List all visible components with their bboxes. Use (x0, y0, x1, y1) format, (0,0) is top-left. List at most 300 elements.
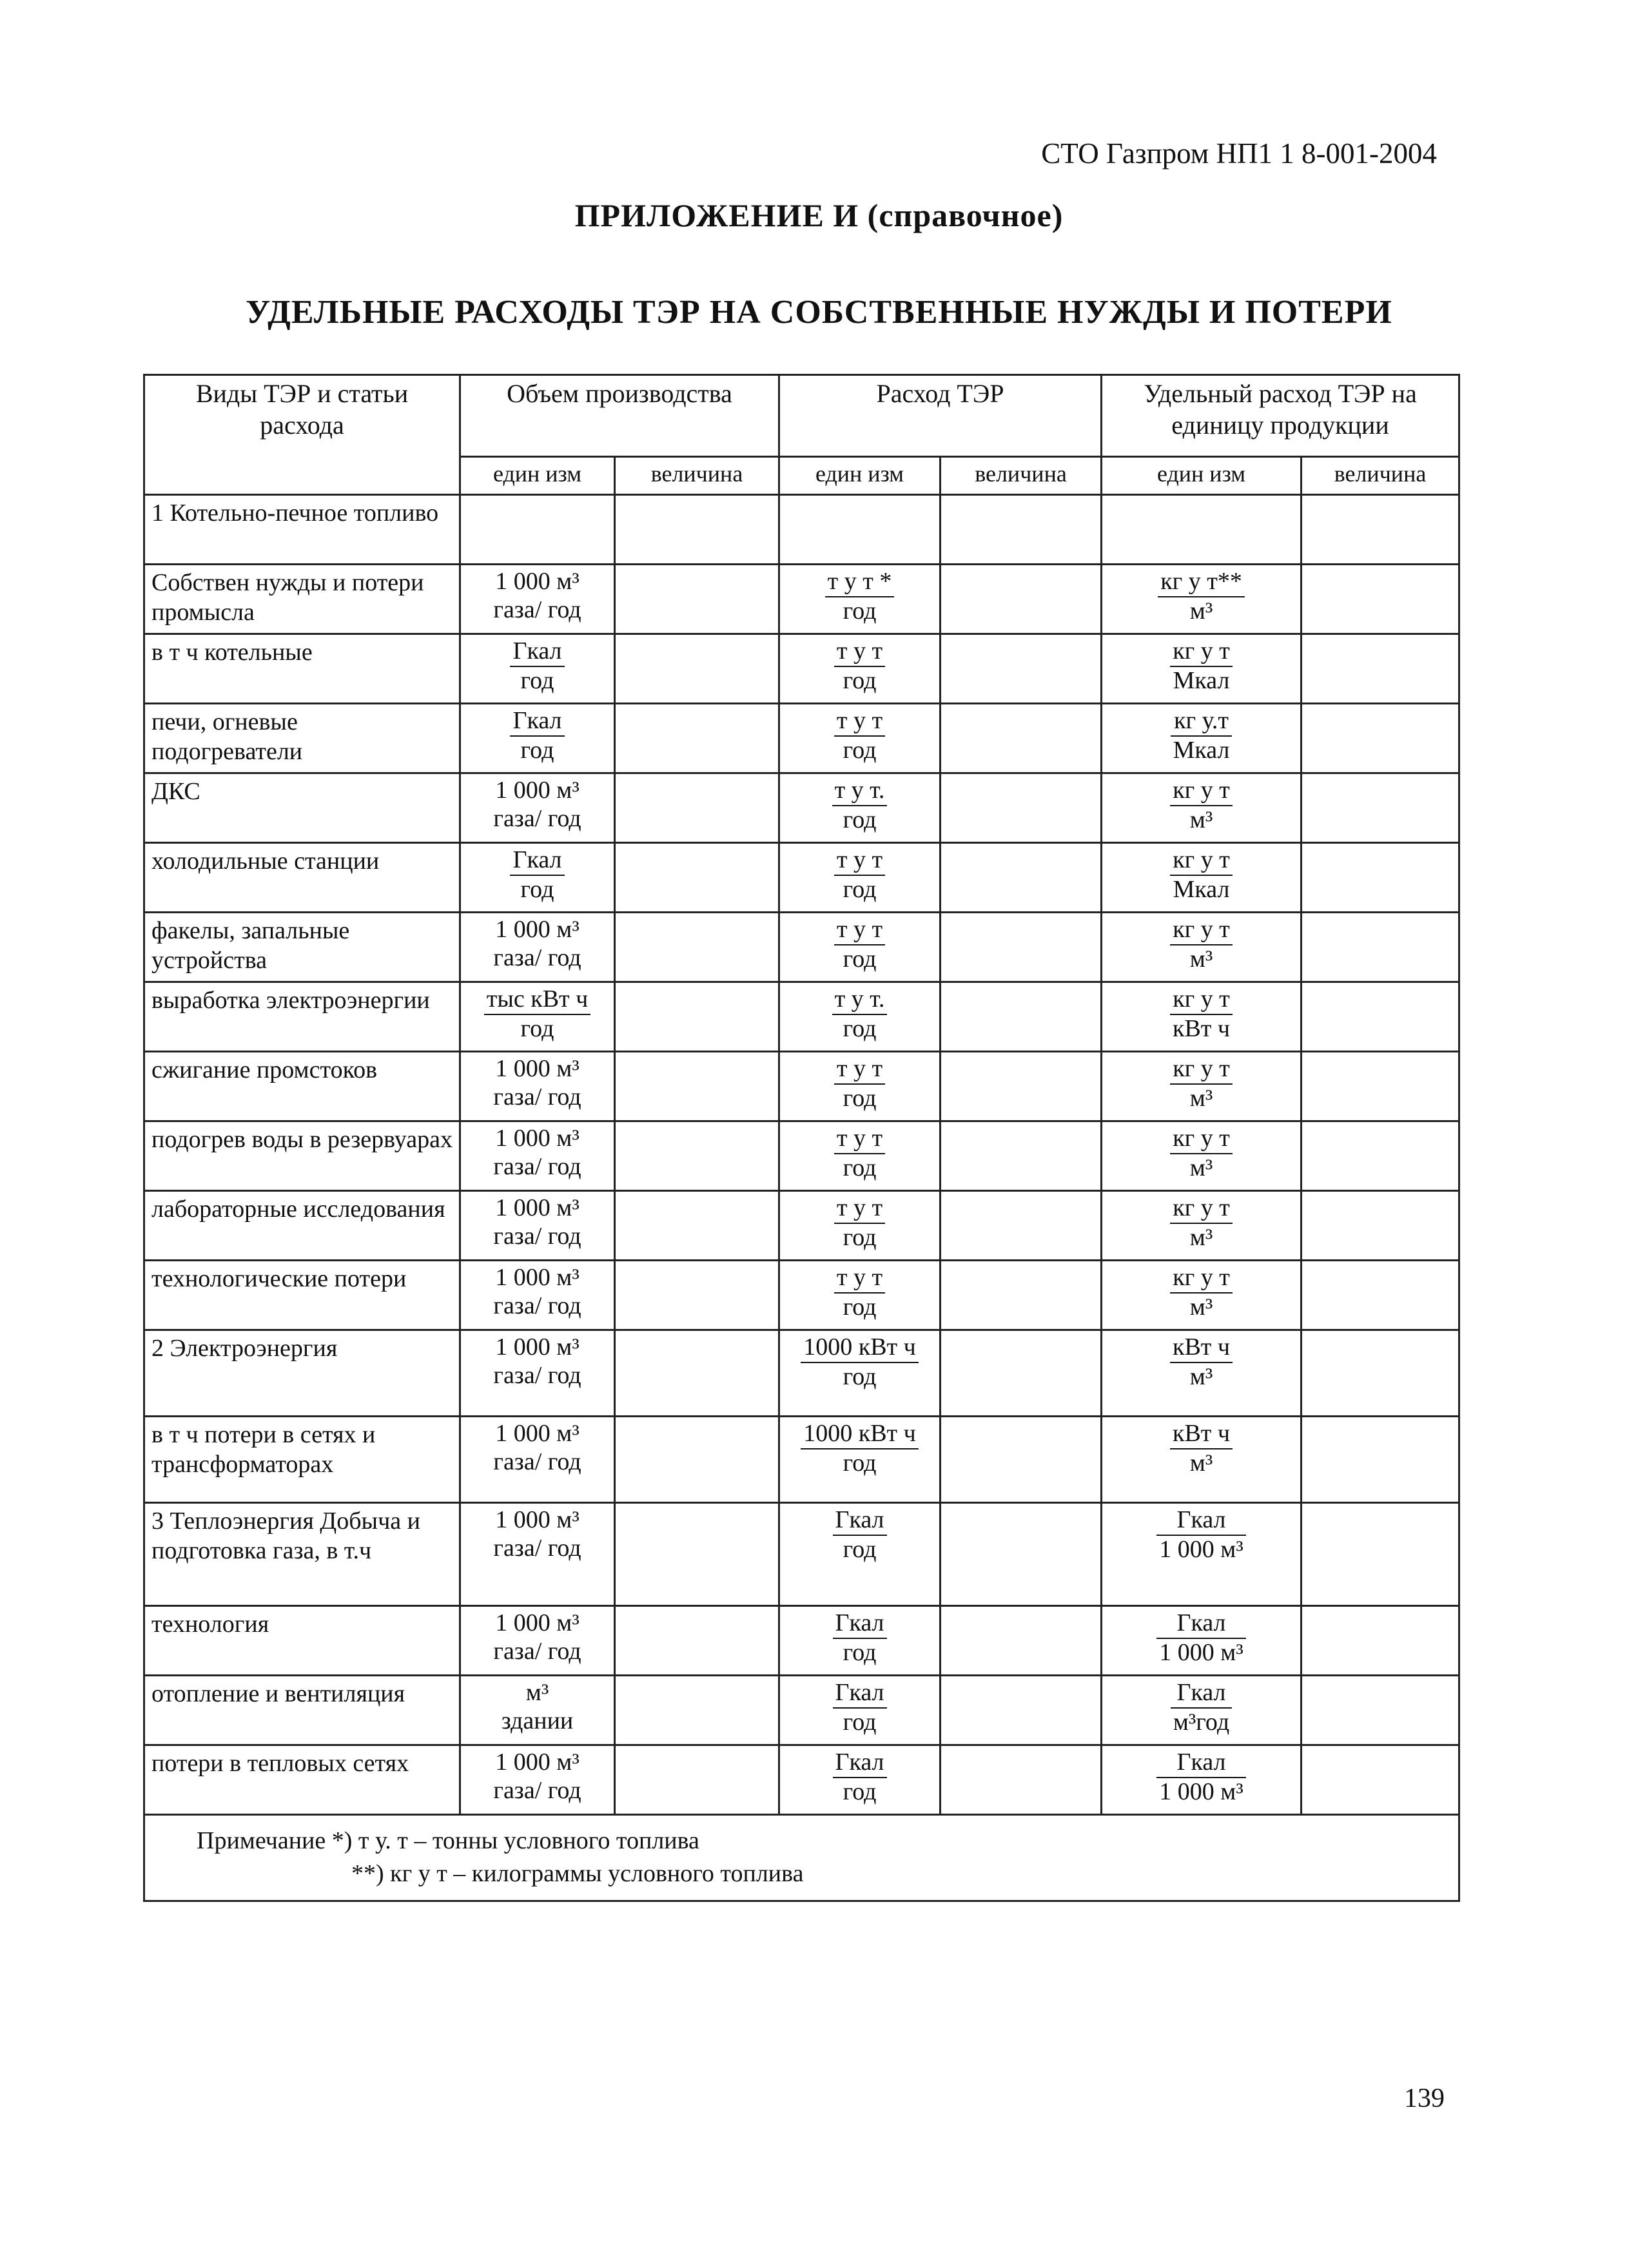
volume-value-cell (615, 1745, 779, 1815)
spec-unit-fraction (1170, 1055, 1233, 1112)
vol-unit-numerator: 1 000 м³ (495, 1420, 580, 1447)
cons-unit-numerator: т у т (834, 707, 885, 737)
row-label: потери в тепловых сетях (144, 1745, 460, 1815)
specific-value-cell (1302, 843, 1459, 913)
spec-unit-cell (1102, 1052, 1302, 1121)
row-label: 3 Теплоэнергия Добыча и подготовка газа, в т.ч (144, 1503, 460, 1606)
spec-unit-cell (1102, 495, 1302, 565)
cons-unit-cell (779, 495, 941, 565)
spec-unit-fraction (1171, 1679, 1232, 1736)
spec-unit-fraction (1170, 777, 1233, 834)
vol-unit-denominator: газа/ год (493, 1448, 581, 1475)
vol-unit-cell (460, 1606, 615, 1676)
vol-unit-cell (460, 913, 615, 982)
table-row (144, 1261, 1459, 1330)
spec-unit-cell (1102, 704, 1302, 773)
cons-unit-numerator: Гкал (833, 1506, 887, 1536)
volume-value-cell (615, 1676, 779, 1745)
specific-value-cell (1302, 1191, 1459, 1261)
spec-unit-cell (1102, 1606, 1302, 1676)
vol-unit-fraction (491, 777, 583, 833)
vol-unit-denominator: здании (501, 1707, 574, 1734)
cons-unit-fraction (833, 1609, 887, 1667)
table-row (144, 1417, 1459, 1503)
vol-unit-cell (460, 1261, 615, 1330)
volume-value-cell (615, 495, 779, 565)
cons-unit-cell (779, 1121, 941, 1191)
row-label: выработка электроэнергии (144, 982, 460, 1052)
spec-unit-numerator: кг у т** (1158, 568, 1245, 597)
cons-unit-fraction (834, 1194, 885, 1252)
vol-unit-fraction (491, 1420, 583, 1476)
spec-unit-denominator: м³ (1189, 1084, 1213, 1112)
spec-unit-fraction (1170, 1333, 1233, 1391)
vol-unit-denominator: год (520, 736, 554, 764)
cons-unit-denominator: год (843, 1362, 877, 1390)
cons-unit-denominator: год (843, 1293, 877, 1321)
spec-unit-fraction (1170, 916, 1233, 973)
cons-unit-denominator: год (843, 1535, 877, 1563)
table-row (144, 1330, 1459, 1417)
spec-unit-fraction (1170, 637, 1233, 695)
spec-unit-fraction (1156, 1609, 1245, 1667)
cons-unit-cell (779, 1417, 941, 1503)
cons-unit-denominator: год (843, 1708, 877, 1736)
specific-value-cell (1302, 1676, 1459, 1745)
cons-unit-denominator: год (843, 1638, 877, 1666)
specific-value-cell (1302, 1261, 1459, 1330)
volume-value-cell (615, 913, 779, 982)
volume-value-cell (615, 843, 779, 913)
cons-unit-cell (779, 913, 941, 982)
vol-unit-numerator: Гкал (510, 637, 564, 667)
table-row (144, 773, 1459, 843)
cons-unit-denominator: год (843, 1778, 877, 1805)
table-row (144, 1503, 1459, 1606)
vol-unit-cell (460, 495, 615, 565)
consumption-value-cell (941, 1676, 1102, 1745)
vol-unit-cell (460, 1121, 615, 1191)
cons-unit-numerator: т у т * (825, 568, 895, 597)
volume-value-cell (615, 565, 779, 634)
vol-unit-cell (460, 982, 615, 1052)
note-line-1: Примечание *) т у. т – тонны условного топлива (197, 1827, 699, 1854)
cons-unit-numerator: т у т (834, 1264, 885, 1294)
spec-unit-numerator: кг у т (1170, 777, 1233, 806)
consumption-value-cell (941, 634, 1102, 704)
vol-unit-fraction (491, 568, 583, 624)
spec-unit-numerator: кг у т (1170, 637, 1233, 667)
spec-unit-numerator: Гкал (1156, 1609, 1245, 1639)
table-row (144, 913, 1459, 982)
header-value: величина (615, 457, 779, 495)
vol-unit-denominator: газа/ год (493, 804, 581, 832)
spec-unit-denominator: 1 000 м³ (1159, 1535, 1243, 1563)
cons-unit-fraction (832, 985, 888, 1043)
header-consumption: Расход ТЭР (779, 375, 1102, 457)
row-label: в т ч котельные (144, 634, 460, 704)
cons-unit-denominator: год (843, 597, 877, 625)
cons-unit-cell (779, 843, 941, 913)
cons-unit-numerator: т у т (834, 1125, 885, 1154)
cons-unit-numerator: т у т (834, 637, 885, 667)
vol-unit-denominator: год (520, 666, 554, 694)
spec-unit-fraction (1170, 985, 1233, 1043)
spec-unit-fraction (1171, 707, 1233, 764)
table-row (144, 565, 1459, 634)
vol-unit-fraction (491, 916, 583, 972)
cons-unit-cell (779, 565, 941, 634)
spec-unit-denominator: м³ (1189, 1449, 1213, 1477)
header-unit: един изм (779, 457, 941, 495)
specific-value-cell (1302, 913, 1459, 982)
spec-unit-cell (1102, 1503, 1302, 1606)
vol-unit-cell (460, 843, 615, 913)
cons-unit-denominator: год (843, 945, 877, 973)
specific-value-cell (1302, 704, 1459, 773)
vol-unit-numerator: 1 000 м³ (495, 1055, 580, 1082)
table-row (144, 1121, 1459, 1191)
spec-unit-fraction (1170, 1264, 1233, 1321)
consumption-value-cell (941, 1191, 1102, 1261)
vol-unit-fraction (499, 1679, 576, 1735)
cons-unit-numerator: т у т (834, 916, 885, 945)
row-label: холодильные станции (144, 843, 460, 913)
cons-unit-numerator: т у т (834, 1055, 885, 1085)
specific-value-cell (1302, 565, 1459, 634)
header-value: величина (1302, 457, 1459, 495)
spec-unit-numerator: кВт ч (1170, 1420, 1233, 1449)
spec-unit-denominator: Мкал (1173, 666, 1230, 694)
cons-unit-denominator: год (843, 666, 877, 694)
vol-unit-numerator: Гкал (510, 846, 564, 876)
vol-unit-cell (460, 565, 615, 634)
cons-unit-fraction (833, 1679, 887, 1736)
vol-unit-cell (460, 1503, 615, 1606)
row-label: технология (144, 1606, 460, 1676)
vol-unit-fraction (491, 1749, 583, 1805)
volume-value-cell (615, 773, 779, 843)
specific-value-cell (1302, 1417, 1459, 1503)
cons-unit-cell (779, 634, 941, 704)
spec-unit-denominator: м³ (1189, 1293, 1213, 1321)
cons-unit-cell (779, 1261, 941, 1330)
specific-value-cell (1302, 495, 1459, 565)
consumption-value-cell (941, 1745, 1102, 1815)
table-row (144, 1676, 1459, 1745)
spec-unit-fraction (1158, 568, 1245, 625)
spec-unit-denominator: м³ (1189, 1154, 1213, 1181)
consumption-value-cell (941, 1606, 1102, 1676)
vol-unit-numerator: 1 000 м³ (495, 1506, 580, 1533)
consumption-value-cell (941, 843, 1102, 913)
volume-value-cell (615, 704, 779, 773)
vol-unit-fraction (510, 707, 564, 764)
spec-unit-denominator: 1 000 м³ (1159, 1638, 1243, 1666)
cons-unit-denominator: год (843, 806, 877, 833)
spec-unit-cell (1102, 773, 1302, 843)
cons-unit-fraction (834, 1264, 885, 1321)
cons-unit-denominator: год (843, 1449, 877, 1477)
row-label: отопление и вентиляция (144, 1676, 460, 1745)
vol-unit-cell (460, 773, 615, 843)
cons-unit-cell (779, 773, 941, 843)
specific-value-cell (1302, 773, 1459, 843)
table-row (144, 843, 1459, 913)
vol-unit-cell (460, 704, 615, 773)
consumption-value-cell (941, 1261, 1102, 1330)
vol-unit-cell (460, 1191, 615, 1261)
spec-unit-denominator: м³ (1189, 945, 1213, 973)
volume-value-cell (615, 1503, 779, 1606)
vol-unit-fraction (491, 1506, 583, 1562)
note-line-2: **) кг у т – килограммы условного топлива (351, 1860, 804, 1888)
consumption-value-cell (941, 913, 1102, 982)
specific-value-cell (1302, 1052, 1459, 1121)
cons-unit-denominator: год (843, 1084, 877, 1112)
spec-unit-numerator: Гкал (1156, 1506, 1245, 1536)
vol-unit-denominator: газа/ год (493, 1361, 581, 1389)
row-label: технологические потери (144, 1261, 460, 1330)
cons-unit-fraction (834, 707, 885, 764)
volume-value-cell (615, 1606, 779, 1676)
vol-unit-numerator: 1 000 м³ (495, 1194, 580, 1221)
cons-unit-cell (779, 1330, 941, 1417)
spec-unit-fraction (1170, 1194, 1233, 1252)
row-label: сжигание промстоков (144, 1052, 460, 1121)
vol-unit-fraction (510, 846, 564, 904)
vol-unit-denominator: газа/ год (493, 596, 581, 623)
table-row (144, 1606, 1459, 1676)
cons-unit-denominator: год (843, 1223, 877, 1251)
header-energy-types: Виды ТЭР и статьи расхода (144, 375, 460, 495)
spec-unit-cell (1102, 1261, 1302, 1330)
spec-unit-fraction (1170, 846, 1233, 904)
spec-unit-cell (1102, 982, 1302, 1052)
cons-unit-fraction (833, 1749, 887, 1806)
vol-unit-numerator: 1 000 м³ (495, 916, 580, 943)
spec-unit-denominator: м³ (1189, 597, 1213, 625)
cons-unit-cell (779, 982, 941, 1052)
consumption-value-cell (941, 773, 1102, 843)
table-row (144, 634, 1459, 704)
cons-unit-cell (779, 704, 941, 773)
row-label: в т ч потери в сетях и трансформаторах (144, 1417, 460, 1503)
specific-value-cell (1302, 1121, 1459, 1191)
vol-unit-numerator: 1 000 м³ (495, 777, 580, 804)
vol-unit-cell (460, 1676, 615, 1745)
spec-unit-cell (1102, 1676, 1302, 1745)
cons-unit-denominator: год (843, 1014, 877, 1042)
vol-unit-denominator: газа/ год (493, 1152, 581, 1180)
appendix-title: ПРИЛОЖЕНИЕ И (справочное) (574, 197, 1064, 233)
spec-unit-denominator: м³ (1189, 1223, 1213, 1251)
vol-unit-cell (460, 1417, 615, 1503)
vol-unit-numerator: 1 000 м³ (495, 1749, 580, 1776)
specific-value-cell (1302, 1330, 1459, 1417)
vol-unit-fraction (491, 1194, 583, 1250)
cons-unit-numerator: 1000 кВт ч (801, 1420, 919, 1449)
specific-value-cell (1302, 982, 1459, 1052)
vol-unit-denominator: газа/ год (493, 1776, 581, 1804)
vol-unit-fraction (510, 637, 564, 695)
row-label: лабораторные исследования (144, 1191, 460, 1261)
specific-value-cell (1302, 634, 1459, 704)
vol-unit-numerator: тыс кВт ч (484, 985, 591, 1015)
spec-unit-denominator: Мкал (1173, 875, 1230, 903)
table-row (144, 495, 1459, 565)
row-label: 2 Электроэнергия (144, 1330, 460, 1417)
row-label: факелы, запальные устройства (144, 913, 460, 982)
spec-unit-cell (1102, 1330, 1302, 1417)
vol-unit-fraction (491, 1333, 583, 1390)
cons-unit-fraction (801, 1420, 919, 1477)
spec-unit-fraction (1170, 1125, 1233, 1182)
vol-unit-denominator: газа/ год (493, 944, 581, 971)
vol-unit-cell (460, 634, 615, 704)
table-title: УДЕЛЬНЫЕ РАСХОДЫ ТЭР НА СОБСТВЕННЫЕ НУЖДЫ И ПОТЕРИ (246, 294, 1392, 331)
specific-value-cell (1302, 1606, 1459, 1676)
cons-unit-fraction (834, 1055, 885, 1112)
cons-unit-cell (779, 1052, 941, 1121)
cons-unit-cell (779, 1606, 941, 1676)
vol-unit-numerator: 1 000 м³ (495, 1264, 580, 1291)
spec-unit-denominator: м³год (1173, 1708, 1230, 1736)
vol-unit-denominator: год (520, 875, 554, 903)
vol-unit-fraction (491, 1264, 583, 1320)
spec-unit-numerator: кВт ч (1170, 1333, 1233, 1363)
cons-unit-numerator: т у т (834, 846, 885, 876)
consumption-table (143, 374, 1460, 1902)
cons-unit-fraction (801, 1333, 919, 1391)
header-production-volume: Объем производства (460, 375, 779, 457)
row-label: печи, огневые подогреватели (144, 704, 460, 773)
cons-unit-fraction (834, 1125, 885, 1182)
vol-unit-cell (460, 1745, 615, 1815)
spec-unit-cell (1102, 1745, 1302, 1815)
spec-unit-numerator: кг у т (1170, 846, 1233, 876)
volume-value-cell (615, 982, 779, 1052)
specific-value-cell (1302, 1503, 1459, 1606)
table-note (144, 1815, 1459, 1901)
spec-unit-cell (1102, 1121, 1302, 1191)
spec-unit-denominator: м³ (1189, 1362, 1213, 1390)
table-row (144, 704, 1459, 773)
cons-unit-denominator: год (843, 875, 877, 903)
row-label: Собствен нужды и потери промысла (144, 565, 460, 634)
spec-unit-fraction (1156, 1749, 1245, 1806)
cons-unit-numerator: т у т (834, 1194, 885, 1224)
spec-unit-numerator: кг у т (1170, 1264, 1233, 1294)
cons-unit-cell (779, 1503, 941, 1606)
table-row (144, 982, 1459, 1052)
row-label: ДКС (144, 773, 460, 843)
consumption-value-cell (941, 982, 1102, 1052)
spec-unit-denominator: кВт ч (1173, 1014, 1231, 1042)
volume-value-cell (615, 1417, 779, 1503)
note-row (144, 1815, 1459, 1901)
vol-unit-fraction (491, 1609, 583, 1665)
spec-unit-numerator: кг у т (1170, 1194, 1233, 1224)
spec-unit-cell (1102, 913, 1302, 982)
volume-value-cell (615, 1191, 779, 1261)
cons-unit-fraction (833, 1506, 887, 1564)
consumption-value-cell (941, 495, 1102, 565)
cons-unit-numerator: Гкал (833, 1679, 887, 1709)
spec-unit-fraction (1170, 1420, 1233, 1477)
vol-unit-fraction (491, 1055, 583, 1111)
spec-unit-numerator: кг у т (1170, 985, 1233, 1015)
cons-unit-numerator: Гкал (833, 1749, 887, 1778)
cons-unit-fraction (834, 637, 885, 695)
spec-unit-cell (1102, 565, 1302, 634)
consumption-value-cell (941, 565, 1102, 634)
cons-unit-cell (779, 1745, 941, 1815)
spec-unit-numerator: кг у т (1170, 1125, 1233, 1154)
header-specific-consumption: Удельный расход ТЭР на единицу продукции (1102, 375, 1459, 457)
cons-unit-numerator: т у т. (832, 777, 888, 806)
volume-value-cell (615, 634, 779, 704)
cons-unit-fraction (832, 777, 888, 834)
cons-unit-numerator: т у т. (832, 985, 888, 1015)
spec-unit-denominator: 1 000 м³ (1159, 1778, 1243, 1805)
volume-value-cell (615, 1261, 779, 1330)
spec-unit-numerator: Гкал (1156, 1749, 1245, 1778)
table-row (144, 1191, 1459, 1261)
vol-unit-numerator: 1 000 м³ (495, 1333, 580, 1361)
row-label: подогрев воды в резервуарах (144, 1121, 460, 1191)
vol-unit-denominator: газа/ год (493, 1637, 581, 1665)
vol-unit-cell (460, 1052, 615, 1121)
table-row (144, 1052, 1459, 1121)
consumption-value-cell (941, 1052, 1102, 1121)
cons-unit-denominator: год (843, 1154, 877, 1181)
vol-unit-denominator: газа/ год (493, 1222, 581, 1250)
header-unit: един изм (460, 457, 615, 495)
spec-unit-numerator: кг у.т (1171, 707, 1233, 737)
vol-unit-numerator: 1 000 м³ (495, 1125, 580, 1152)
volume-value-cell (615, 1052, 779, 1121)
vol-unit-denominator: газа/ год (493, 1292, 581, 1319)
spec-unit-denominator: Мкал (1173, 736, 1230, 764)
cons-unit-denominator: год (843, 736, 877, 764)
vol-unit-denominator: газа/ год (493, 1534, 581, 1562)
vol-unit-numerator: 1 000 м³ (495, 568, 580, 595)
vol-unit-denominator: год (520, 1014, 554, 1042)
document-code: СТО Газпром НП1 1 8-001-2004 (1041, 137, 1437, 170)
vol-unit-cell (460, 1330, 615, 1417)
vol-unit-numerator: 1 000 м³ (495, 1609, 580, 1636)
row-label: 1 Котельно-печное топливо (144, 495, 460, 565)
spec-unit-denominator: м³ (1189, 806, 1213, 833)
spec-unit-numerator: кг у т (1170, 916, 1233, 945)
cons-unit-cell (779, 1676, 941, 1745)
spec-unit-cell (1102, 1417, 1302, 1503)
vol-unit-numerator: Гкал (510, 707, 564, 737)
vol-unit-fraction (484, 985, 591, 1043)
consumption-value-cell (941, 1503, 1102, 1606)
cons-unit-fraction (825, 568, 895, 625)
spec-unit-numerator: Гкал (1171, 1679, 1232, 1709)
vol-unit-denominator: газа/ год (493, 1083, 581, 1110)
specific-value-cell (1302, 1745, 1459, 1815)
spec-unit-cell (1102, 843, 1302, 913)
spec-unit-cell (1102, 634, 1302, 704)
consumption-value-cell (941, 1121, 1102, 1191)
vol-unit-fraction (491, 1125, 583, 1181)
spec-unit-numerator: кг у т (1170, 1055, 1233, 1085)
page-number: 139 (1404, 2084, 1445, 2113)
